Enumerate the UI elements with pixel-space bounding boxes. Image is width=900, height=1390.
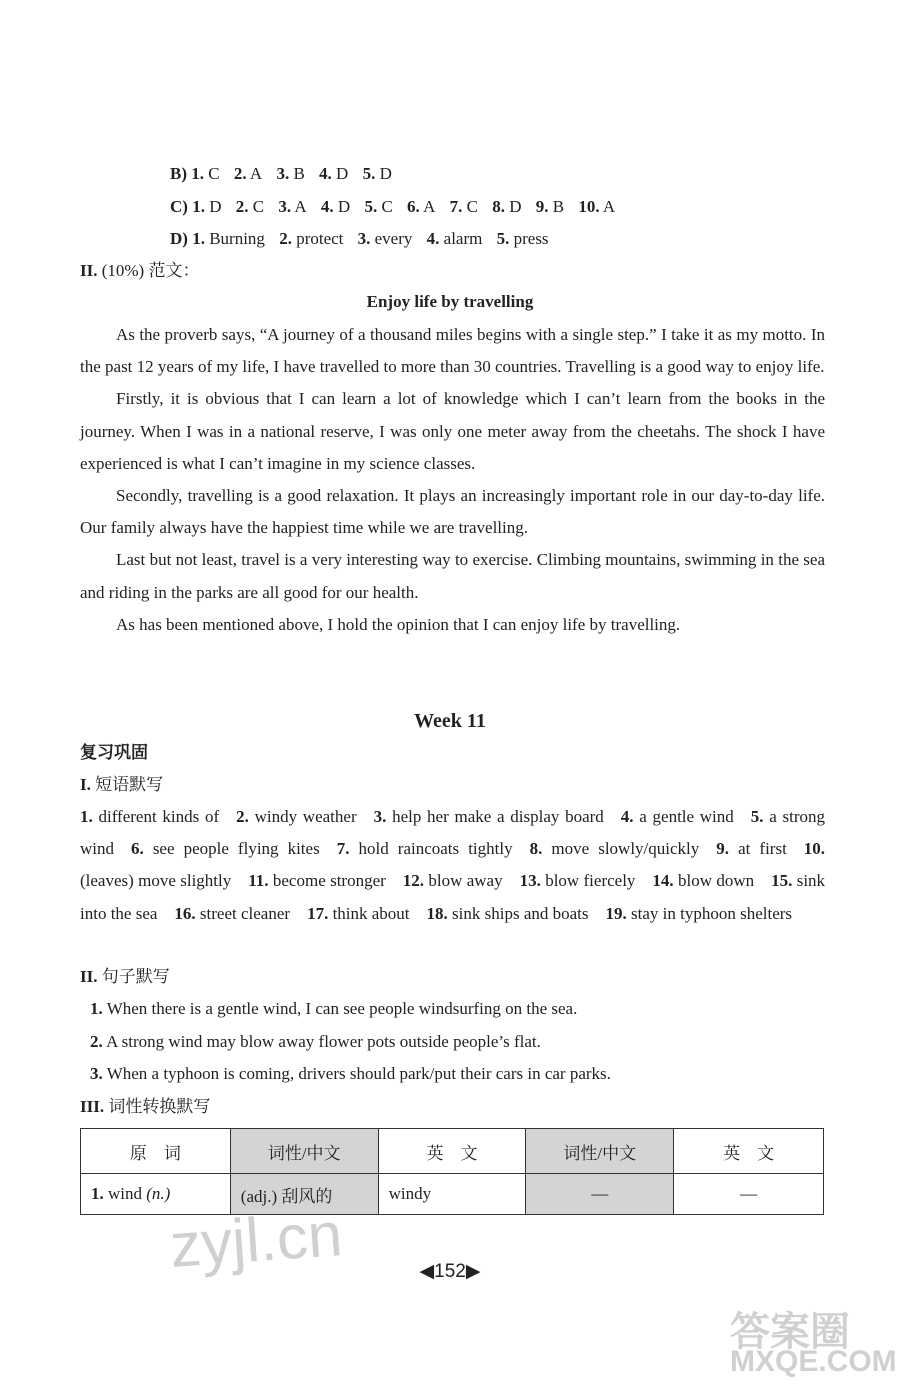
table-cell: —	[526, 1174, 674, 1215]
answer-number: 6.	[407, 197, 420, 216]
answer-value: press	[513, 229, 549, 248]
answer-item	[234, 164, 262, 183]
answer-item	[236, 197, 264, 216]
phrase-item	[716, 839, 787, 858]
phrase-item	[131, 839, 320, 858]
answer-label: D)	[170, 229, 188, 248]
answer-value: C	[381, 197, 393, 216]
phrase-text: hold raincoats tightly	[358, 839, 513, 859]
answer-value: C	[208, 164, 220, 183]
phrase-number: 13.	[519, 871, 541, 891]
part-label: II.	[80, 967, 98, 986]
phrase-text: different kinds of	[98, 807, 220, 826]
word-form-table	[80, 1128, 824, 1215]
answer-number: 1.	[192, 197, 205, 216]
answer-number: 8.	[492, 197, 505, 216]
table-header-row	[81, 1129, 824, 1174]
answer-value: alarm	[443, 229, 483, 248]
phrase-text: street cleaner	[199, 903, 291, 923]
phrase-item	[427, 904, 589, 923]
essay-paragraph: As the proverb says, “A journey of a thousand miles begins with a single step.” I take it as my motto. In the past 12 years of my life, I have travelled to more than 30 countries. Travelling is a good way to enjoy life.	[80, 325, 825, 377]
answer-value: A	[249, 164, 263, 183]
answer-item	[278, 197, 306, 216]
answer-number: 2.	[233, 164, 247, 183]
answer-item	[321, 197, 350, 216]
answer-value: every	[374, 229, 413, 248]
review-heading: 复习巩固	[80, 743, 148, 762]
answer-number: 3.	[278, 197, 292, 216]
part-three-heading	[80, 1096, 210, 1118]
answer-value: Burning	[209, 229, 265, 248]
phrase-item	[621, 807, 734, 826]
table-header: 原 词	[81, 1129, 231, 1174]
answer-value: A	[294, 197, 307, 216]
phrase-text: sink into the sea	[80, 871, 826, 923]
sentence-number: 3.	[90, 1064, 103, 1083]
answer-number: 4.	[426, 229, 440, 248]
answer-number: 9.	[535, 197, 549, 216]
answer-value: D	[209, 197, 222, 216]
watermark-logo: 答案圈	[730, 1310, 850, 1354]
part-title: 短语默写	[95, 775, 164, 794]
table-header: 英 文	[674, 1129, 824, 1174]
answer-item	[191, 164, 219, 183]
answer-value: protect	[296, 229, 344, 248]
phrase-number: 19.	[605, 903, 627, 923]
answer-label: B)	[170, 164, 187, 183]
table-cell: windy	[378, 1174, 526, 1215]
answer-value: D	[509, 197, 522, 216]
phrase-text: think about	[332, 903, 410, 923]
answer-item	[450, 197, 478, 216]
answer-value: B	[293, 164, 305, 183]
essay-body	[80, 319, 825, 641]
sentence-text: A strong wind may blow away flower pots outside people’s flat.	[106, 1031, 541, 1051]
answer-number: 2.	[235, 197, 249, 216]
table-cell: (adj.) 刮风的	[230, 1174, 378, 1215]
phrase-text: a strong wind	[80, 807, 826, 859]
phrase-item	[248, 871, 386, 890]
answer-number: 5.	[362, 164, 376, 183]
phrase-number: 5.	[750, 807, 764, 826]
phrase-number: 3.	[373, 807, 387, 826]
phrase-number: 11.	[248, 871, 269, 891]
table-cell: —	[674, 1174, 824, 1215]
triangle-right-icon: ▶	[465, 1261, 481, 1282]
sentence-number: 2.	[90, 1031, 103, 1051]
answer-item	[363, 164, 392, 183]
phrase-item	[530, 839, 700, 858]
sentence-number: 1.	[90, 999, 103, 1018]
answer-list	[192, 229, 558, 248]
essay-paragraph: As has been mentioned above, I hold the opinion that I can enjoy life by travelling.	[116, 614, 681, 634]
essay-paragraph: Last but not least, travel is a very interesting way to exercise. Climbing mountains, swimming in the sea and riding in the parks are all good for our health.	[80, 550, 825, 602]
answer-number: 1.	[191, 164, 204, 183]
phrase-number: 7.	[336, 839, 350, 859]
answer-number: 5.	[496, 229, 510, 248]
phrase-number: 1.	[80, 807, 93, 826]
phrase-text: stay in typhoon shelters	[631, 903, 793, 923]
essay-title: Enjoy life by travelling	[366, 292, 534, 311]
phrase-number: 8.	[529, 839, 543, 859]
answer-number: 1.	[192, 229, 205, 248]
answer-item	[276, 164, 304, 183]
answer-value: B	[552, 197, 565, 216]
answer-value: D	[337, 197, 351, 216]
word: wind	[108, 1184, 142, 1203]
sentence-item	[90, 998, 577, 1020]
sentence-text: When a typhoon is coming, drivers should park/put their cars in car parks.	[106, 1064, 611, 1083]
answer-value: C	[252, 197, 265, 216]
phrase-number: 18.	[426, 903, 448, 923]
answer-number: 10.	[578, 197, 600, 216]
triangle-left-icon: ◀	[419, 1261, 435, 1282]
part-of-speech: (n.)	[146, 1184, 171, 1203]
phrase-number: 6.	[131, 839, 144, 859]
row-number: 1.	[91, 1184, 104, 1203]
answer-item	[407, 197, 435, 216]
answer-item	[319, 164, 348, 183]
phrase-number: 15.	[771, 871, 793, 891]
answer-number: 3.	[276, 164, 290, 183]
table-header: 词性/中文	[526, 1129, 674, 1174]
answer-item	[192, 229, 265, 248]
section-two-heading	[80, 260, 199, 282]
answer-item	[536, 197, 564, 216]
phrase-item	[374, 807, 604, 826]
phrase-number: 17.	[307, 903, 329, 923]
answer-line-b	[170, 163, 402, 185]
answer-number: 5.	[364, 197, 378, 216]
phrase-text: windy weather	[254, 807, 357, 826]
answer-number: 2.	[279, 229, 292, 248]
answer-value: A	[602, 197, 616, 216]
phrase-text: (leaves) move slightly	[80, 871, 232, 891]
sentence-item	[90, 1031, 541, 1053]
part-label: III.	[80, 1097, 105, 1116]
answer-item	[497, 229, 549, 248]
sentence-item	[90, 1063, 611, 1085]
answer-line-c	[170, 196, 625, 218]
section-text: (10%) 范文：	[101, 261, 200, 280]
watermark-logo: MXQE.COM	[730, 1345, 897, 1378]
answer-item	[358, 229, 413, 248]
phrase-item	[80, 807, 219, 826]
phrase-number: 14.	[652, 871, 674, 891]
phrase-text: sink ships and boats	[452, 903, 589, 923]
table-header: 词性/中文	[230, 1129, 378, 1174]
part-one-heading	[80, 774, 163, 796]
part-two-heading	[80, 966, 170, 988]
answer-label: C)	[170, 197, 188, 216]
sentence-text: When there is a gentle wind, I can see people windsurfing on the sea.	[106, 999, 578, 1018]
phrase-text: blow down	[678, 871, 755, 891]
phrase-number: 2.	[236, 807, 249, 826]
watermark-logo: zyjl.cn	[167, 1200, 345, 1281]
answer-list	[192, 197, 625, 216]
phrase-number: 4.	[620, 807, 634, 826]
phrase-text: at first	[738, 839, 787, 859]
phrase-text: blow away	[428, 871, 503, 891]
answer-number: 7.	[449, 197, 463, 216]
page-number-value: 152	[434, 1261, 466, 1282]
answer-item	[279, 229, 343, 248]
phrase-text: see people flying kites	[152, 839, 320, 859]
phrase-text: become stronger	[272, 871, 386, 891]
phrase-item	[174, 904, 290, 923]
phrase-item	[520, 871, 636, 890]
answer-item	[578, 197, 615, 216]
answer-line-d	[170, 228, 559, 250]
answer-number: 4.	[319, 164, 332, 183]
part-title: 词性转换默写	[108, 1097, 211, 1116]
part-title: 句子默写	[101, 967, 170, 986]
phrase-item	[236, 807, 356, 826]
phrase-list	[80, 801, 825, 930]
phrase-number: 16.	[174, 903, 196, 923]
answer-number: 3.	[357, 229, 371, 248]
phrase-item	[307, 904, 409, 923]
phrase-text: blow fiercely	[545, 871, 636, 891]
essay-paragraph: Secondly, travelling is a good relaxation. It plays an increasingly important role in our day-to-day life. Our family always have the happiest time while we are travelling.	[80, 486, 825, 538]
answer-item	[492, 197, 521, 216]
phrase-item	[606, 904, 793, 923]
answer-number: 4.	[320, 197, 334, 216]
part-label: I.	[80, 775, 91, 794]
phrase-item	[403, 871, 503, 890]
phrase-number: 9.	[716, 839, 730, 859]
phrase-text: move slowly/quickly	[551, 839, 700, 859]
answer-value: C	[466, 197, 478, 216]
phrase-number: 10.	[803, 839, 826, 859]
phrase-text: help her make a display board	[392, 807, 604, 826]
section-label: II.	[80, 261, 98, 280]
answer-value: D	[336, 164, 349, 183]
phrase-item	[337, 839, 513, 858]
essay-paragraph: Firstly, it is obvious that I can learn a lot of knowledge which I can’t learn from the books in the journey. When I was in a national reserve, I was only one meter away from the cheetahs. The shock I have experienced is what I can’t imagine in my science classes.	[80, 389, 825, 473]
answer-item	[427, 229, 483, 248]
answer-value: A	[423, 197, 436, 216]
answer-item	[364, 197, 392, 216]
answer-list	[191, 164, 402, 183]
phrase-number: 12.	[402, 871, 425, 891]
phrase-text: a gentle wind	[639, 807, 734, 826]
week-title: Week 11	[414, 710, 486, 732]
phrase-item	[652, 871, 754, 890]
answer-value: D	[379, 164, 392, 183]
table-header: 英 文	[378, 1129, 526, 1174]
answer-item	[192, 197, 221, 216]
page-number	[0, 1260, 900, 1283]
